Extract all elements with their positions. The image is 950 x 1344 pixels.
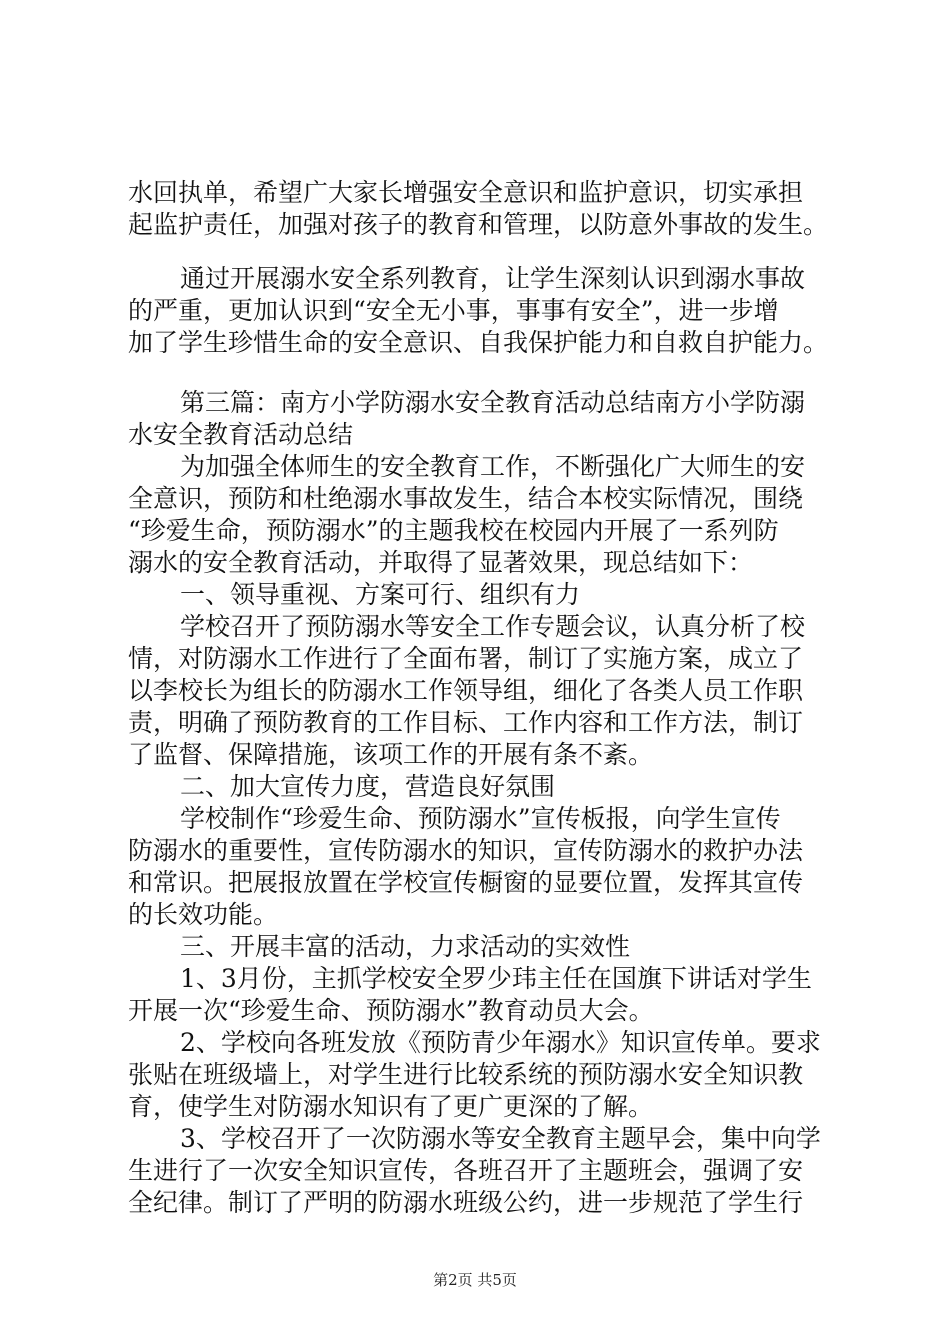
subheading-line: 三、开展丰富的活动，力求活动的实效性 <box>180 932 631 961</box>
text-line: 以李校长为组长的防溺水工作领导组，细化了各类人员工作职 <box>128 676 804 705</box>
text-line: 责，明确了预防教育的工作目标、工作内容和工作方法，制订 <box>128 708 804 737</box>
text-line: 张贴在班级墙上，对学生进行比较系统的预防溺水安全知识教 <box>128 1060 804 1089</box>
subheading-line: 二、加大宣传力度，营造良好氛围 <box>180 772 556 801</box>
text-line: 情，对防溺水工作进行了全面布署，制订了实施方案，成立了 <box>128 644 804 673</box>
text-line: 和常识。把展报放置在学校宣传橱窗的显要位置，发挥其宣传 <box>128 868 804 897</box>
text-line: 水回执单，希望广大家长增强安全意识和监护意识，切实承担 <box>128 178 804 207</box>
text-line: 学校制作“珍爱生命、预防溺水”宣传板报，向学生宣传 <box>180 804 781 833</box>
paragraph-education-result <box>128 264 833 360</box>
text-line: 的严重，更加认识到“安全无小事，事事有安全”，进一步增 <box>128 296 779 325</box>
text-line: 生进行了一次安全知识宣传，各班召开了主题班会，强调了安 <box>128 1156 804 1185</box>
text-line: 防溺水的重要性，宣传防溺水的知识，宣传防溺水的救护办法 <box>128 836 804 865</box>
text-line: 全意识，预防和杜绝溺水事故发生，结合本校实际情况，围绕 <box>128 484 804 513</box>
text-line: 的长效功能。 <box>128 900 279 929</box>
text-line: 为加强全体师生的安全教育工作，不断强化广大师生的安 <box>180 452 806 481</box>
text-line: 全纪律。制订了严明的防溺水班级公约，进一步规范了学生行 <box>128 1188 804 1217</box>
text-line: 起监护责任，加强对孩子的教育和管理，以防意外事故的发生。 <box>128 210 829 239</box>
paragraph-parent-notice <box>128 178 833 242</box>
text-line: 2、学校向各班发放《预防青少年溺水》知识宣传单。要求 <box>180 1028 821 1057</box>
page-number-footer: 第2页 共5页 <box>433 1271 517 1289</box>
text-line: 1、3月份，主抓学校安全罗少玮主任在国旗下讲话对学生 <box>180 964 812 993</box>
text-line: 3、学校召开了一次防溺水等安全教育主题早会，集中向学 <box>180 1124 821 1153</box>
text-line: 溺水的安全教育活动，并取得了显著效果，现总结如下： <box>128 548 754 577</box>
section-heading-line: 第三篇：南方小学防溺水安全教育活动总结南方小学防溺 <box>180 388 806 417</box>
text-line: 通过开展溺水安全系列教育，让学生深刻认识到溺水事故 <box>180 264 806 293</box>
text-line: 开展一次“珍爱生命、预防溺水”教育动员大会。 <box>128 996 654 1025</box>
text-line: “珍爱生命，预防溺水”的主题我校在校园内开展了一系列防 <box>128 516 779 545</box>
text-line: 育，使学生对防溺水知识有了更广更深的了解。 <box>128 1092 654 1121</box>
section-heading-line: 水安全教育活动总结 <box>128 420 354 449</box>
text-line: 了监督、保障措施，该项工作的开展有条不紊。 <box>128 740 654 769</box>
text-line: 学校召开了预防溺水等安全工作专题会议，认真分析了校 <box>180 612 806 641</box>
section-part-three <box>128 388 833 1220</box>
subheading-line: 一、领导重视、方案可行、组织有力 <box>180 580 581 609</box>
text-line: 加了学生珍惜生命的安全意识、自我保护能力和自救自护能力。 <box>128 328 829 357</box>
